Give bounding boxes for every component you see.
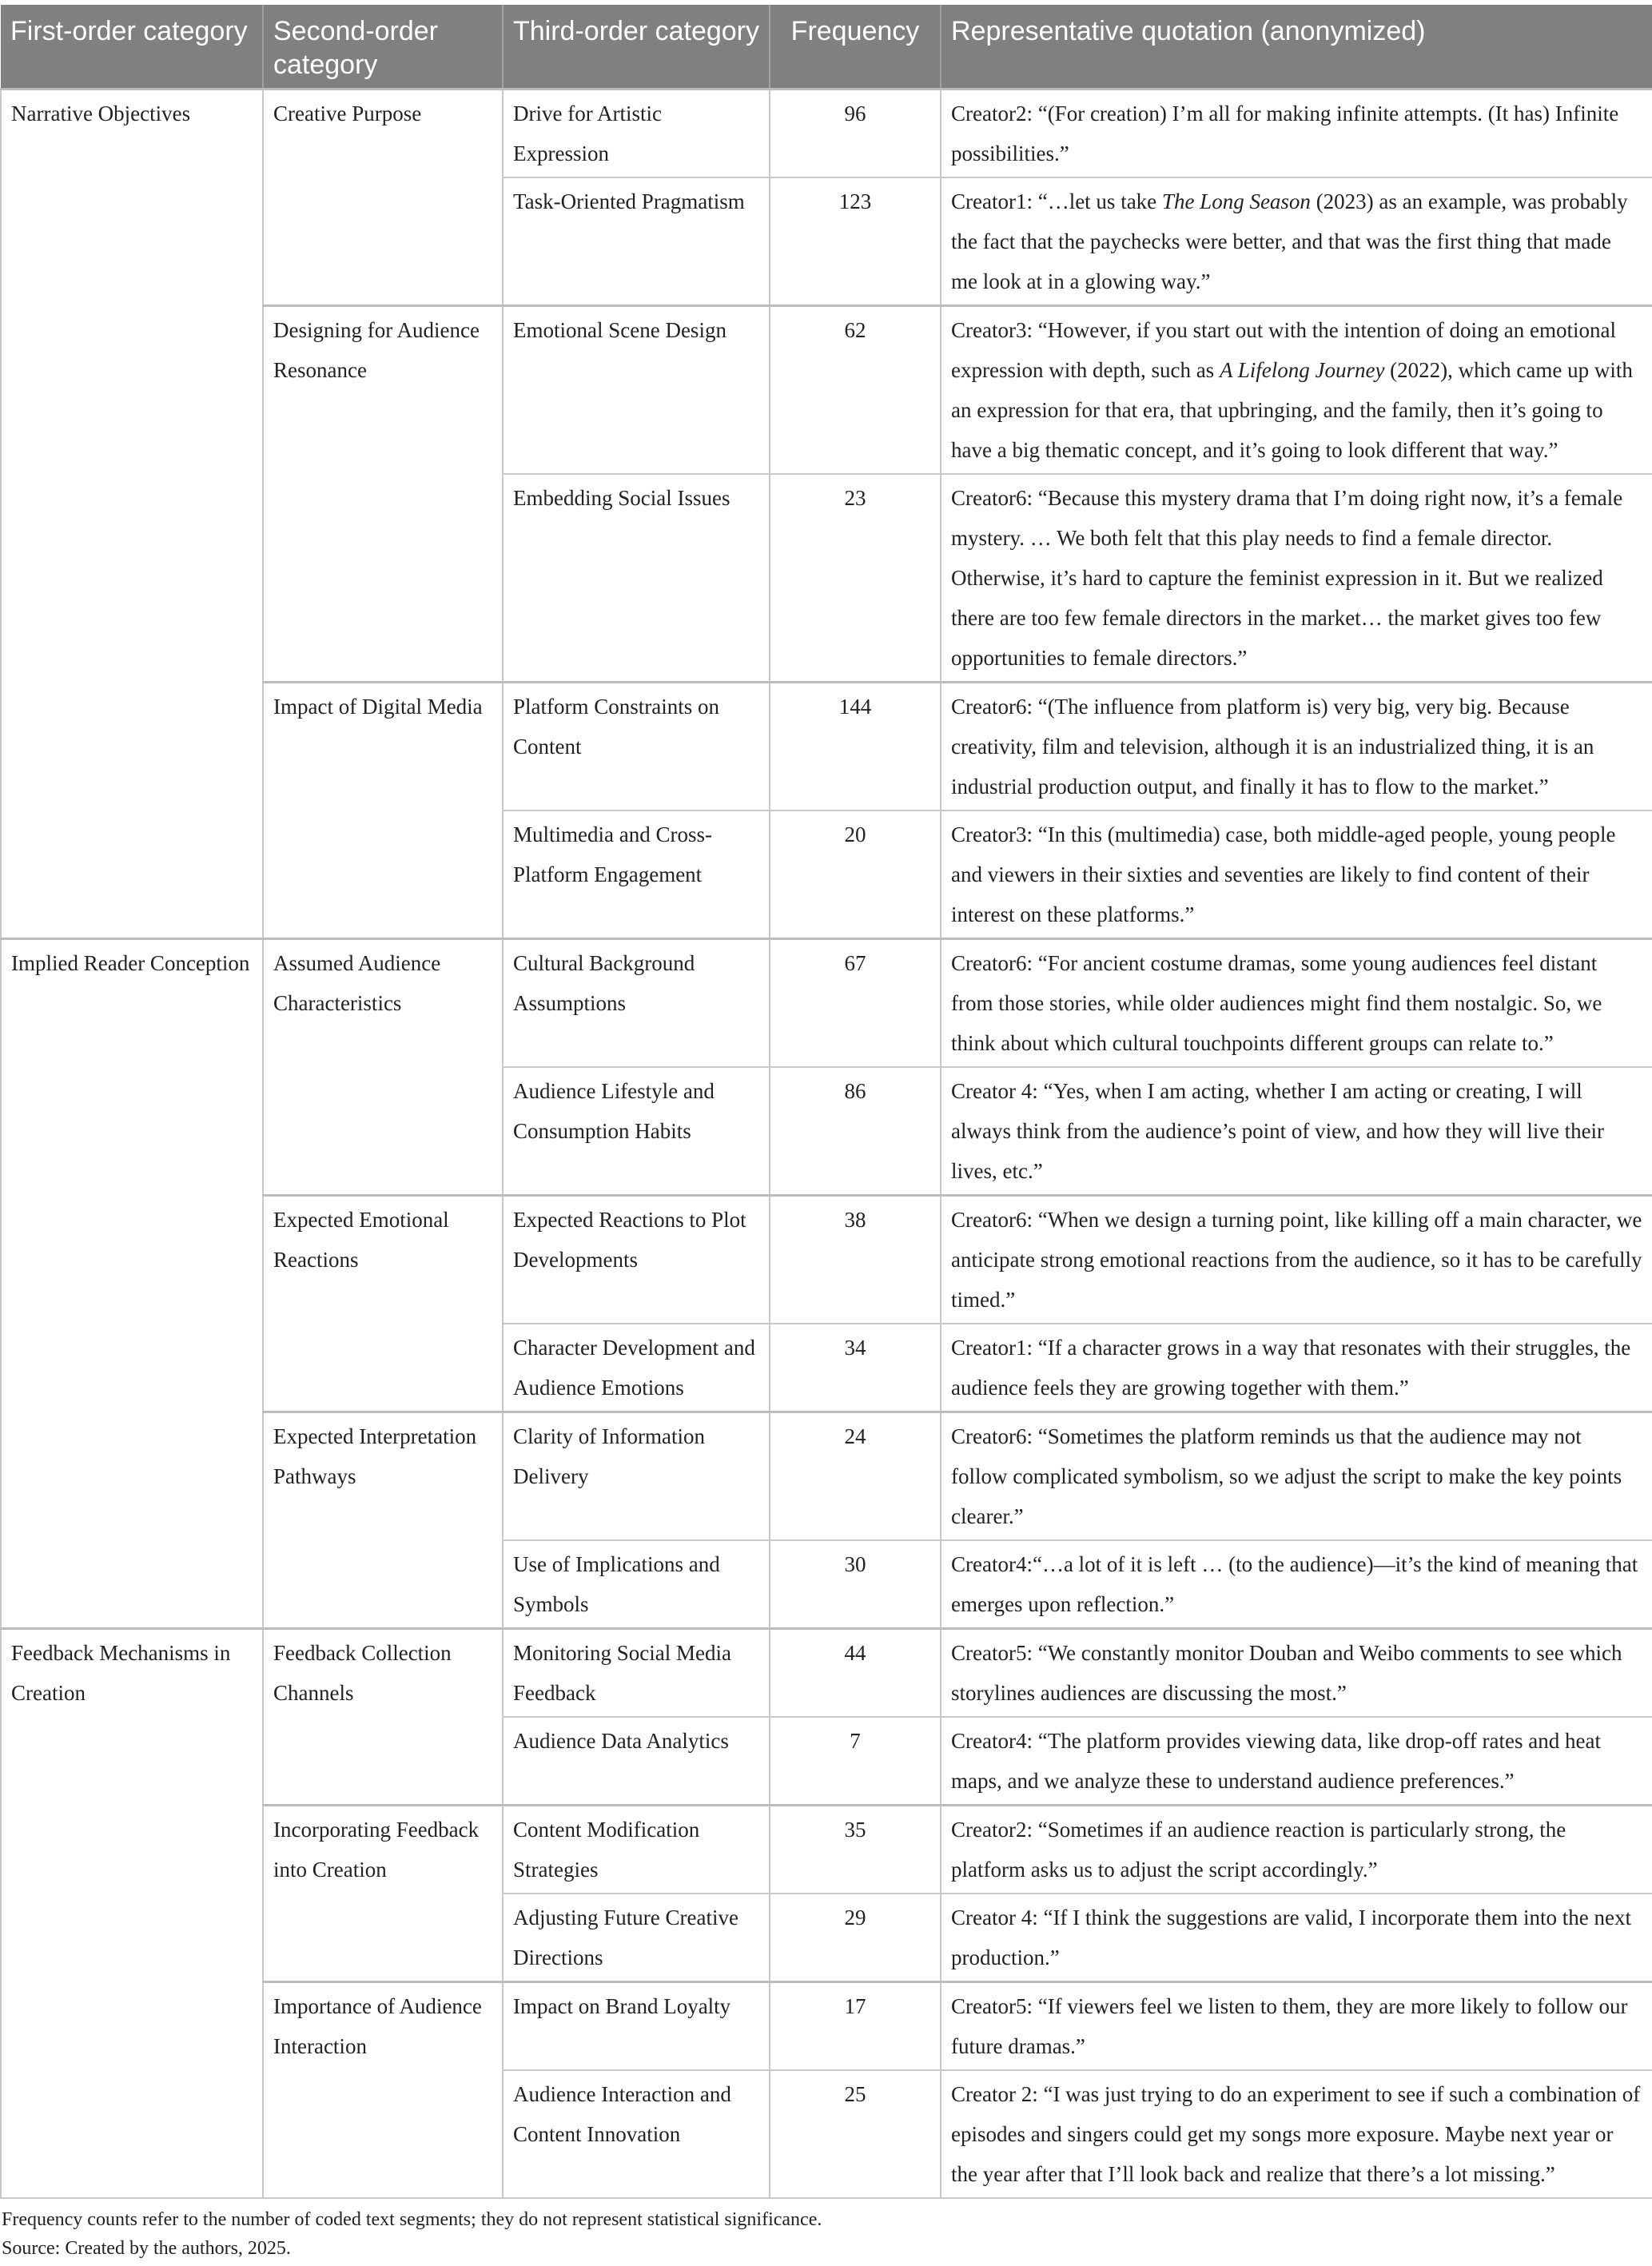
quotation-cell: [941, 1894, 1652, 1982]
third-order-cell: Impact on Brand Loyalty: [503, 1982, 770, 2071]
frequency-cell: 38: [770, 1196, 941, 1324]
frequency-cell: 29: [770, 1894, 941, 1982]
frequency-cell: 24: [770, 1412, 941, 1541]
header-frequency: Frequency: [770, 5, 941, 90]
frequency-cell: 34: [770, 1324, 941, 1412]
frequency-cell: 25: [770, 2070, 941, 2198]
quotation-text: Creator3: “However, if you start out with the intention of doing an emotional expression with depth, such as: [951, 318, 1616, 382]
header-second-order: Second-order category: [263, 5, 503, 90]
quotation-cell: [941, 1324, 1652, 1412]
quotation-cell: [941, 810, 1652, 939]
header-row: [1, 5, 1652, 90]
frequency-cell: 30: [770, 1540, 941, 1629]
third-order-cell: Drive for Artistic Expression: [503, 90, 770, 178]
quotation-text: Creator5: “If viewers feel we listen to them, they are more likely to follow our future dramas.”: [951, 1994, 1628, 2058]
quotation-cell: [941, 1629, 1652, 1718]
third-order-cell: Character Development and Audience Emotions: [503, 1324, 770, 1412]
second-order-cell: Designing for Audience Resonance: [263, 306, 503, 683]
quotation-cell: [941, 1982, 1652, 2071]
quotation-text: Creator3: “In this (multimedia) case, both middle-aged people, young people and viewers in their sixties and seventies are likely to find content of their interest on these platforms.”: [951, 822, 1616, 926]
third-order-cell: Platform Constraints on Content: [503, 683, 770, 811]
quotation-text: Creator6: “(The influence from platform is) very big, very big. Because creativity, film and television, although it is an industrialized thing, it is an industrial production output, and finally it has to flow to the market.”: [951, 695, 1594, 798]
quotation-cell: [941, 1412, 1652, 1541]
quotation-cell: [941, 1717, 1652, 1806]
frequency-cell: 23: [770, 474, 941, 683]
frequency-cell: 44: [770, 1629, 941, 1718]
second-order-cell: Creative Purpose: [263, 90, 503, 306]
third-order-cell: Clarity of Information Delivery: [503, 1412, 770, 1541]
second-order-cell: Expected Emotional Reactions: [263, 1196, 503, 1412]
third-order-cell: Cultural Background Assumptions: [503, 939, 770, 1068]
quotation-cell: [941, 1196, 1652, 1324]
third-order-cell: Audience Interaction and Content Innovation: [503, 2070, 770, 2198]
footnote: Frequency counts refer to the number of coded text segments; they do not represent statistical significance.: [2, 2209, 822, 2230]
quotation-text: Creator6: “Because this mystery drama that I’m doing right now, it’s a female mystery. … We both felt that this play needs to find a female director. Otherwise, it’s hard to capture the feminist expression in it. But we realized there are too few female directors in the market… the market gives too few opportunities to female directors.”: [951, 486, 1623, 670]
third-order-cell: Expected Reactions to Plot Developments: [503, 1196, 770, 1324]
quotation-cell: [941, 177, 1652, 306]
third-order-cell: Embedding Social Issues: [503, 474, 770, 683]
quotation-text: Creator1: “If a character grows in a way that resonates with their struggles, the audience feels they are growing together with them.”: [951, 1336, 1631, 1400]
third-order-cell: Audience Data Analytics: [503, 1717, 770, 1806]
header-quotation: Representative quotation (anonymized): [941, 5, 1652, 90]
coding-table: [0, 5, 1652, 2199]
quotation-text: Creator2: “(For creation) I’m all for making infinite attempts. (It has) Infinite possibilities.”: [951, 102, 1619, 165]
quotation-text: Creator1: “…let us take: [951, 189, 1162, 213]
third-order-cell: Monitoring Social Media Feedback: [503, 1629, 770, 1718]
quotation-text: Creator6: “When we design a turning point, like killing off a main character, we anticipate strong emotional reactions from the audience, so it has to be carefully timed.”: [951, 1208, 1642, 1312]
quotation-text: Creator6: “For ancient costume dramas, some young audiences feel distant from those stories, while older audiences might find them nostalgic. So, we think about which cultural touchpoints different groups can relate to.”: [951, 951, 1602, 1055]
source-note: Source: Created by the authors, 2025.: [2, 2238, 291, 2259]
quotation-cell: [941, 1540, 1652, 1629]
quotation-cell: [941, 90, 1652, 178]
second-order-cell: Incorporating Feedback into Creation: [263, 1806, 503, 1982]
quotation-title: The Long Season: [1161, 189, 1311, 213]
header-third-order: Third-order category: [503, 5, 770, 90]
quotation-text: (2023) as an example, was probably the fact that the paychecks were better, and that was the first thing that made me look at in a glowing way.”: [951, 189, 1628, 293]
quotation-cell: [941, 1806, 1652, 1894]
frequency-cell: 62: [770, 306, 941, 475]
third-order-cell: Emotional Scene Design: [503, 306, 770, 475]
frequency-cell: 7: [770, 1717, 941, 1806]
quotation-text: Creator 2: “I was just trying to do an experiment to see if such a combination of episodes and singers could get my songs more exposure. Maybe next year or the year after that I’ll look back and realize that there’s a lot missing.”: [951, 2082, 1641, 2186]
third-order-cell: Use of Implications and Symbols: [503, 1540, 770, 1629]
quotation-cell: [941, 2070, 1652, 2198]
quotation-text: Creator2: “Sometimes if an audience reaction is particularly strong, the platform asks us to adjust the script accordingly.”: [951, 1818, 1566, 1882]
third-order-cell: Multimedia and Cross-Platform Engagement: [503, 810, 770, 939]
quotation-text: Creator4:“…a lot of it is left … (to the audience)—it’s the kind of meaning that emerges upon reflection.”: [951, 1552, 1638, 1616]
third-order-cell: Task-Oriented Pragmatism: [503, 177, 770, 306]
frequency-cell: 144: [770, 683, 941, 811]
frequency-cell: 96: [770, 90, 941, 178]
quotation-cell: [941, 306, 1652, 475]
frequency-cell: 20: [770, 810, 941, 939]
third-order-cell: Adjusting Future Creative Directions: [503, 1894, 770, 1982]
quotation-text: Creator5: “We constantly monitor Douban and Weibo comments to see which storylines audiences are discussing the most.”: [951, 1641, 1622, 1705]
quotation-cell: [941, 1067, 1652, 1196]
second-order-cell: Expected Interpretation Pathways: [263, 1412, 503, 1629]
third-order-cell: Content Modification Strategies: [503, 1806, 770, 1894]
quotation-title: A Lifelong Journey: [1219, 358, 1385, 382]
table-notes: [0, 2199, 1652, 2263]
second-order-cell: Assumed Audience Characteristics: [263, 939, 503, 1196]
second-order-cell: Impact of Digital Media: [263, 683, 503, 939]
header-first-order: First-order category: [1, 5, 263, 90]
frequency-cell: 86: [770, 1067, 941, 1196]
quotation-cell: [941, 474, 1652, 683]
frequency-cell: 123: [770, 177, 941, 306]
table-row: [1, 1629, 1652, 1718]
quotation-cell: [941, 939, 1652, 1068]
table-row: [1, 90, 1652, 178]
first-order-cell: Narrative Objectives: [1, 90, 263, 939]
second-order-cell: Importance of Audience Interaction: [263, 1982, 503, 2199]
second-order-cell: Feedback Collection Channels: [263, 1629, 503, 1806]
quotation-text: Creator6: “Sometimes the platform reminds us that the audience may not follow complicated symbolism, so we adjust the script to make the key points clearer.”: [951, 1424, 1622, 1528]
third-order-cell: Audience Lifestyle and Consumption Habits: [503, 1067, 770, 1196]
quotation-text: Creator 4: “If I think the suggestions are valid, I incorporate them into the next production.”: [951, 1906, 1632, 1969]
frequency-cell: 35: [770, 1806, 941, 1894]
first-order-cell: Feedback Mechanisms in Creation: [1, 1629, 263, 2199]
quotation-cell: [941, 683, 1652, 811]
quotation-text: (2022), which came up with an expression for that era, that upbringing, and the family, then it’s going to have a big thematic concept, and it’s going to look different that way.”: [951, 358, 1633, 462]
frequency-cell: 67: [770, 939, 941, 1068]
quotation-text: Creator4: “The platform provides viewing data, like drop-off rates and heat maps, and we analyze these to understand audience preferences.”: [951, 1729, 1601, 1793]
table-row: [1, 939, 1652, 1068]
quotation-text: Creator 4: “Yes, when I am acting, whether I am acting or creating, I will always think from the audience’s point of view, and how they will live their lives, etc.”: [951, 1079, 1605, 1183]
frequency-cell: 17: [770, 1982, 941, 2071]
first-order-cell: Implied Reader Conception: [1, 939, 263, 1629]
